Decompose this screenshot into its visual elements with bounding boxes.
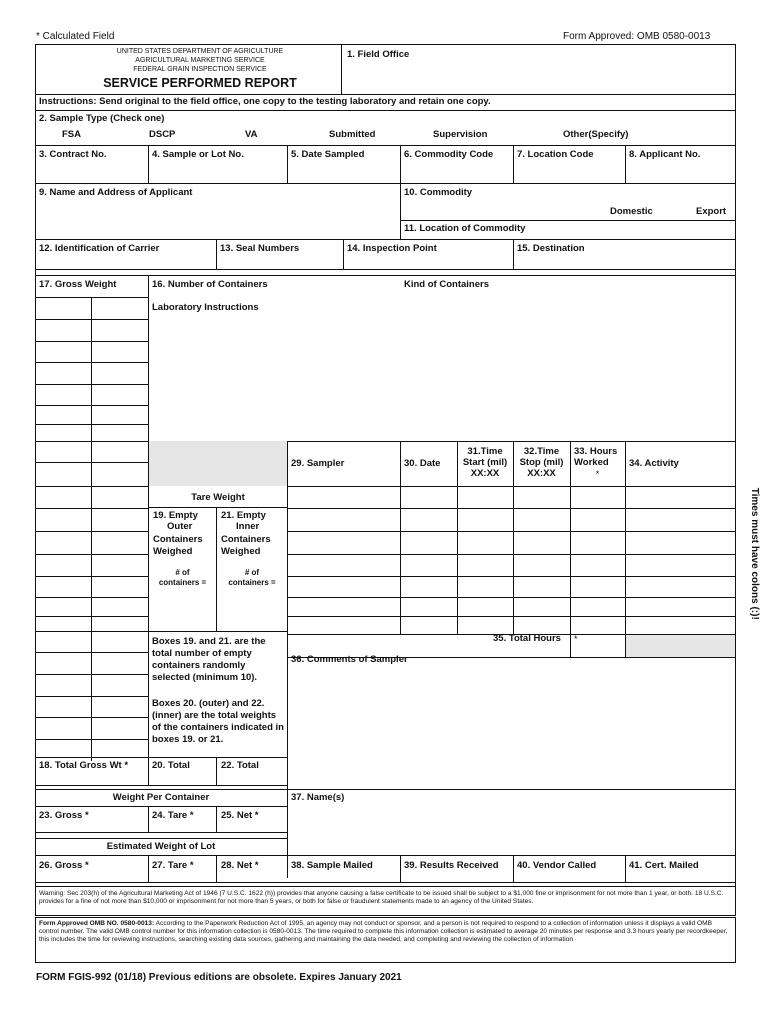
divider xyxy=(148,275,149,785)
sample-type-va[interactable]: VA xyxy=(245,129,258,140)
divider xyxy=(35,110,736,111)
estimated-tare-field[interactable]: 27. Tare * xyxy=(152,860,194,871)
total-20-field[interactable]: 20. Total xyxy=(152,760,190,771)
divider xyxy=(287,441,288,657)
date-header: 30. Date xyxy=(404,458,441,469)
sample-type-supervision[interactable]: Supervision xyxy=(433,129,488,140)
time-start-header: 31.Time xyxy=(467,446,503,457)
divider xyxy=(400,220,736,221)
gross-weight-grid-line xyxy=(35,631,148,632)
divider xyxy=(148,631,287,632)
time-stop-header: 32.Time xyxy=(523,446,560,457)
estimated-gross-field[interactable]: 26. Gross * xyxy=(39,860,89,871)
outer-count-label: # of xyxy=(175,568,190,577)
hours-worked-header: 33. Hours xyxy=(574,446,618,457)
gross-weight-grid-line xyxy=(35,508,148,509)
sampler-row-line xyxy=(287,554,736,555)
hours-calculated-marker: * xyxy=(595,469,600,479)
export-option[interactable]: Export xyxy=(696,206,727,217)
sampler-row-line xyxy=(287,597,736,598)
gross-per-container-field[interactable]: 23. Gross * xyxy=(39,810,89,821)
sample-mailed-field[interactable]: 38. Sample Mailed xyxy=(291,860,373,871)
time-stop-format: XX:XX xyxy=(527,468,556,479)
agency-line-1: UNITED STATES DEPARTMENT OF AGRICULTURE xyxy=(116,48,284,55)
destination-field[interactable]: 15. Destination xyxy=(517,243,585,254)
tare-note-1: Boxes 19. and 21. are the total number of empty containers randomly selected (minimum 10). xyxy=(152,636,266,683)
divider xyxy=(148,806,149,832)
divider xyxy=(400,183,401,239)
divider xyxy=(91,297,92,761)
laboratory-instructions-label[interactable]: Laboratory Instructions xyxy=(152,302,259,313)
divider xyxy=(35,806,287,807)
divider xyxy=(148,855,149,882)
gross-weight-grid-line xyxy=(35,462,148,463)
sample-type-submitted[interactable]: Submitted xyxy=(329,129,376,140)
warning-text: Warning: Sec 203(h) of the Agricultural Marketing Act of 1946 (7 U.S.C. 1622 (h)) provides that anyone causing a false certificate to be issued shall be subject to a $1,000 fine or imprisonment for not more than 1 year, or both. 18 U.S.C. provides for a fine of not more than $10,000 or imprisonment for not more than 5 years, or both for false or fraudulent statements made to an agency of the United States. xyxy=(39,890,724,906)
empty-outer-line4: Weighed xyxy=(153,546,193,557)
divider xyxy=(343,239,344,269)
names-field[interactable]: 37. Name(s) xyxy=(291,792,345,803)
divider xyxy=(35,239,736,240)
empty-outer-line1: 19. Empty xyxy=(153,510,198,521)
divider xyxy=(287,145,288,183)
net-per-container-field[interactable]: 25. Net * xyxy=(221,810,259,821)
gross-weight-grid-line xyxy=(35,531,148,532)
commodity-field[interactable]: 10. Commodity xyxy=(404,187,473,198)
sample-lot-no-field[interactable]: 4. Sample or Lot No. xyxy=(152,149,244,160)
total-hours-marker: * xyxy=(574,634,578,644)
divider xyxy=(287,441,736,442)
divider xyxy=(35,886,736,887)
kind-of-containers-label[interactable]: Kind of Containers xyxy=(404,279,489,290)
divider xyxy=(513,855,514,882)
divider xyxy=(400,855,401,882)
gross-weight-grid-line xyxy=(35,486,148,487)
divider xyxy=(148,145,149,183)
location-code-field[interactable]: 7. Location Code xyxy=(517,149,594,160)
results-received-field[interactable]: 39. Results Received xyxy=(404,860,499,871)
inspection-point-field[interactable]: 14. Inspection Point xyxy=(347,243,437,254)
divider xyxy=(216,806,217,832)
omb-notice xyxy=(39,920,733,945)
empty-inner-line3: Containers xyxy=(221,534,271,545)
sampler-row-line xyxy=(287,576,736,577)
divider xyxy=(35,94,736,95)
gross-weight-grid-line xyxy=(35,384,148,385)
sample-type-other[interactable]: Other(Specify) xyxy=(563,129,629,140)
divider xyxy=(35,275,736,276)
gross-weight-grid-line xyxy=(35,341,148,342)
applicant-no-field[interactable]: 8. Applicant No. xyxy=(629,149,701,160)
divider xyxy=(216,239,217,269)
times-colon-note: Times must have colons (:)! xyxy=(748,487,760,620)
divider xyxy=(400,441,401,634)
time-stop-sub: Stop (mil) xyxy=(519,457,564,468)
divider xyxy=(35,789,736,790)
omb-notice-bold: Form Approved OMB NO. 0580-0013: xyxy=(39,920,155,927)
gross-weight-grid-line xyxy=(35,674,148,675)
sample-type-label: 2. Sample Type (Check one) xyxy=(39,113,165,124)
divider xyxy=(400,145,401,183)
gross-weight-grid-line xyxy=(35,554,148,555)
gross-weight-label: 17. Gross Weight xyxy=(39,279,117,290)
divider xyxy=(287,486,736,487)
divider xyxy=(35,785,287,786)
divider xyxy=(35,183,736,184)
divider xyxy=(35,882,736,883)
total-gross-weight-field[interactable]: 18. Total Gross Wt * xyxy=(39,760,129,771)
gross-weight-grid-line xyxy=(35,405,148,406)
tare-note-2: Boxes 20. (outer) and 22. (inner) are the total weights of the containers indicated in boxes 19. or 21. xyxy=(152,698,284,745)
gross-weight-grid-line xyxy=(35,441,148,442)
commodity-code-field[interactable]: 6. Commodity Code xyxy=(404,149,494,160)
contract-no-field[interactable]: 3. Contract No. xyxy=(39,149,107,160)
inner-count-label: # of xyxy=(244,568,260,577)
divider xyxy=(625,145,626,183)
divider xyxy=(35,838,287,839)
cert-mailed-field[interactable]: 41. Cert. Mailed xyxy=(629,860,699,871)
location-of-commodity-field[interactable]: 11. Location of Commodity xyxy=(404,223,526,234)
divider xyxy=(513,145,514,183)
omb-notice-text: According to the Paperwork Reduction Act of 1995, an agency may not conduct or sponsor, and a person is not required to respond to a collection of information unless it displays a valid OMB control number. The valid OMB control number for this information collection is 0580-0013. The time required to complete this information collection is estimated to average 20 minutes per response and 3.3 hours yearly per recordkeeper, this includes the time for reviewing instructions, searching existing data sources, gathering and maintaining the data needed, and completing and reviewing the collection of information xyxy=(39,920,728,944)
empty-inner-line4: Weighed xyxy=(221,546,261,557)
gross-weight-grid-line xyxy=(35,717,148,718)
gross-weight-grid-line xyxy=(35,616,148,617)
estimated-weight-title: Estimated Weight of Lot xyxy=(106,841,216,852)
gross-weight-grid-line xyxy=(35,652,148,653)
gross-weight-grid-line xyxy=(35,297,148,298)
divider xyxy=(216,855,217,882)
shaded-area xyxy=(149,441,287,486)
comments-of-sampler-field[interactable]: 36. Comments of Sampler xyxy=(291,654,408,665)
omb-approval: Form Approved: OMB 0580-0013 xyxy=(563,31,711,42)
divider xyxy=(35,269,736,270)
empty-inner-line2: Inner xyxy=(236,521,260,532)
form-title: SERVICE PERFORMED REPORT xyxy=(103,76,297,90)
outer-count-sub[interactable]: containers = xyxy=(158,578,207,587)
instructions: Instructions: Send original to the field office, one copy to the testing laboratory and retain one copy. xyxy=(39,96,491,107)
sampler-header: 29. Sampler xyxy=(291,458,345,469)
gross-weight-grid-line xyxy=(35,362,148,363)
divider xyxy=(625,855,626,882)
inner-count-sub[interactable]: containers = xyxy=(228,578,276,587)
agency-line-2: AGRICULTURAL MARKETING SERVICE xyxy=(135,57,265,64)
calculated-field-note: * Calculated Field xyxy=(36,31,115,42)
total-22-field[interactable]: 22. Total xyxy=(221,760,259,771)
seal-numbers-field[interactable]: 13. Seal Numbers xyxy=(220,243,300,254)
applicant-name-address-field[interactable]: 9. Name and Address of Applicant xyxy=(39,187,193,198)
estimated-net-field[interactable]: 28. Net * xyxy=(221,860,259,871)
empty-outer-line3: Containers xyxy=(153,534,203,545)
gross-weight-grid-line xyxy=(35,597,148,598)
number-of-containers-label[interactable]: 16. Number of Containers xyxy=(152,279,268,290)
divider xyxy=(35,832,287,833)
gross-weight-grid-line xyxy=(35,696,148,697)
total-hours-label: 35. Total Hours xyxy=(493,633,561,644)
weight-per-container-title: Weight Per Container xyxy=(112,792,210,803)
sampler-row-line xyxy=(287,616,736,617)
vendor-called-field[interactable]: 40. Vendor Called xyxy=(517,860,597,871)
gross-weight-grid-line xyxy=(35,319,148,320)
agency-line-3: FEDERAL GRAIN INSPECTION SERVICE xyxy=(133,66,267,73)
gross-weight-grid-line xyxy=(35,576,148,577)
sample-type-dscp[interactable]: DSCP xyxy=(149,129,176,140)
carrier-id-field[interactable]: 12. Identification of Carrier xyxy=(39,243,160,254)
divider xyxy=(148,507,287,508)
tare-weight-title: Tare Weight xyxy=(191,492,245,503)
empty-inner-line1: 21. Empty xyxy=(221,510,266,521)
total-hours-shaded xyxy=(626,635,735,657)
divider xyxy=(35,145,736,146)
tare-per-container-field[interactable]: 24. Tare * xyxy=(152,810,194,821)
hours-worked-sub: Worked xyxy=(574,457,609,468)
time-start-format: XX:XX xyxy=(470,468,500,479)
empty-outer-line2: Outer xyxy=(167,521,193,532)
activity-header: 34. Activity xyxy=(629,458,679,469)
time-start-sub: Start (mil) xyxy=(462,457,508,468)
divider xyxy=(35,855,736,856)
divider xyxy=(625,441,626,657)
gross-weight-grid-line xyxy=(35,739,148,740)
gross-weight-grid-line xyxy=(35,424,148,425)
divider xyxy=(216,757,217,785)
divider xyxy=(287,657,288,878)
domestic-option[interactable]: Domestic xyxy=(610,206,653,217)
sampler-row-line xyxy=(287,531,736,532)
field-office-label: 1. Field Office xyxy=(347,49,410,60)
divider xyxy=(35,757,287,758)
sample-type-fsa[interactable]: FSA xyxy=(62,129,81,140)
date-sampled-field[interactable]: 5. Date Sampled xyxy=(291,149,365,160)
form-footer: FORM FGIS-992 (01/18) Previous editions are obsolete. Expires January 2021 xyxy=(36,972,402,983)
divider xyxy=(513,239,514,269)
divider xyxy=(341,44,342,94)
sampler-row-line xyxy=(287,508,736,509)
